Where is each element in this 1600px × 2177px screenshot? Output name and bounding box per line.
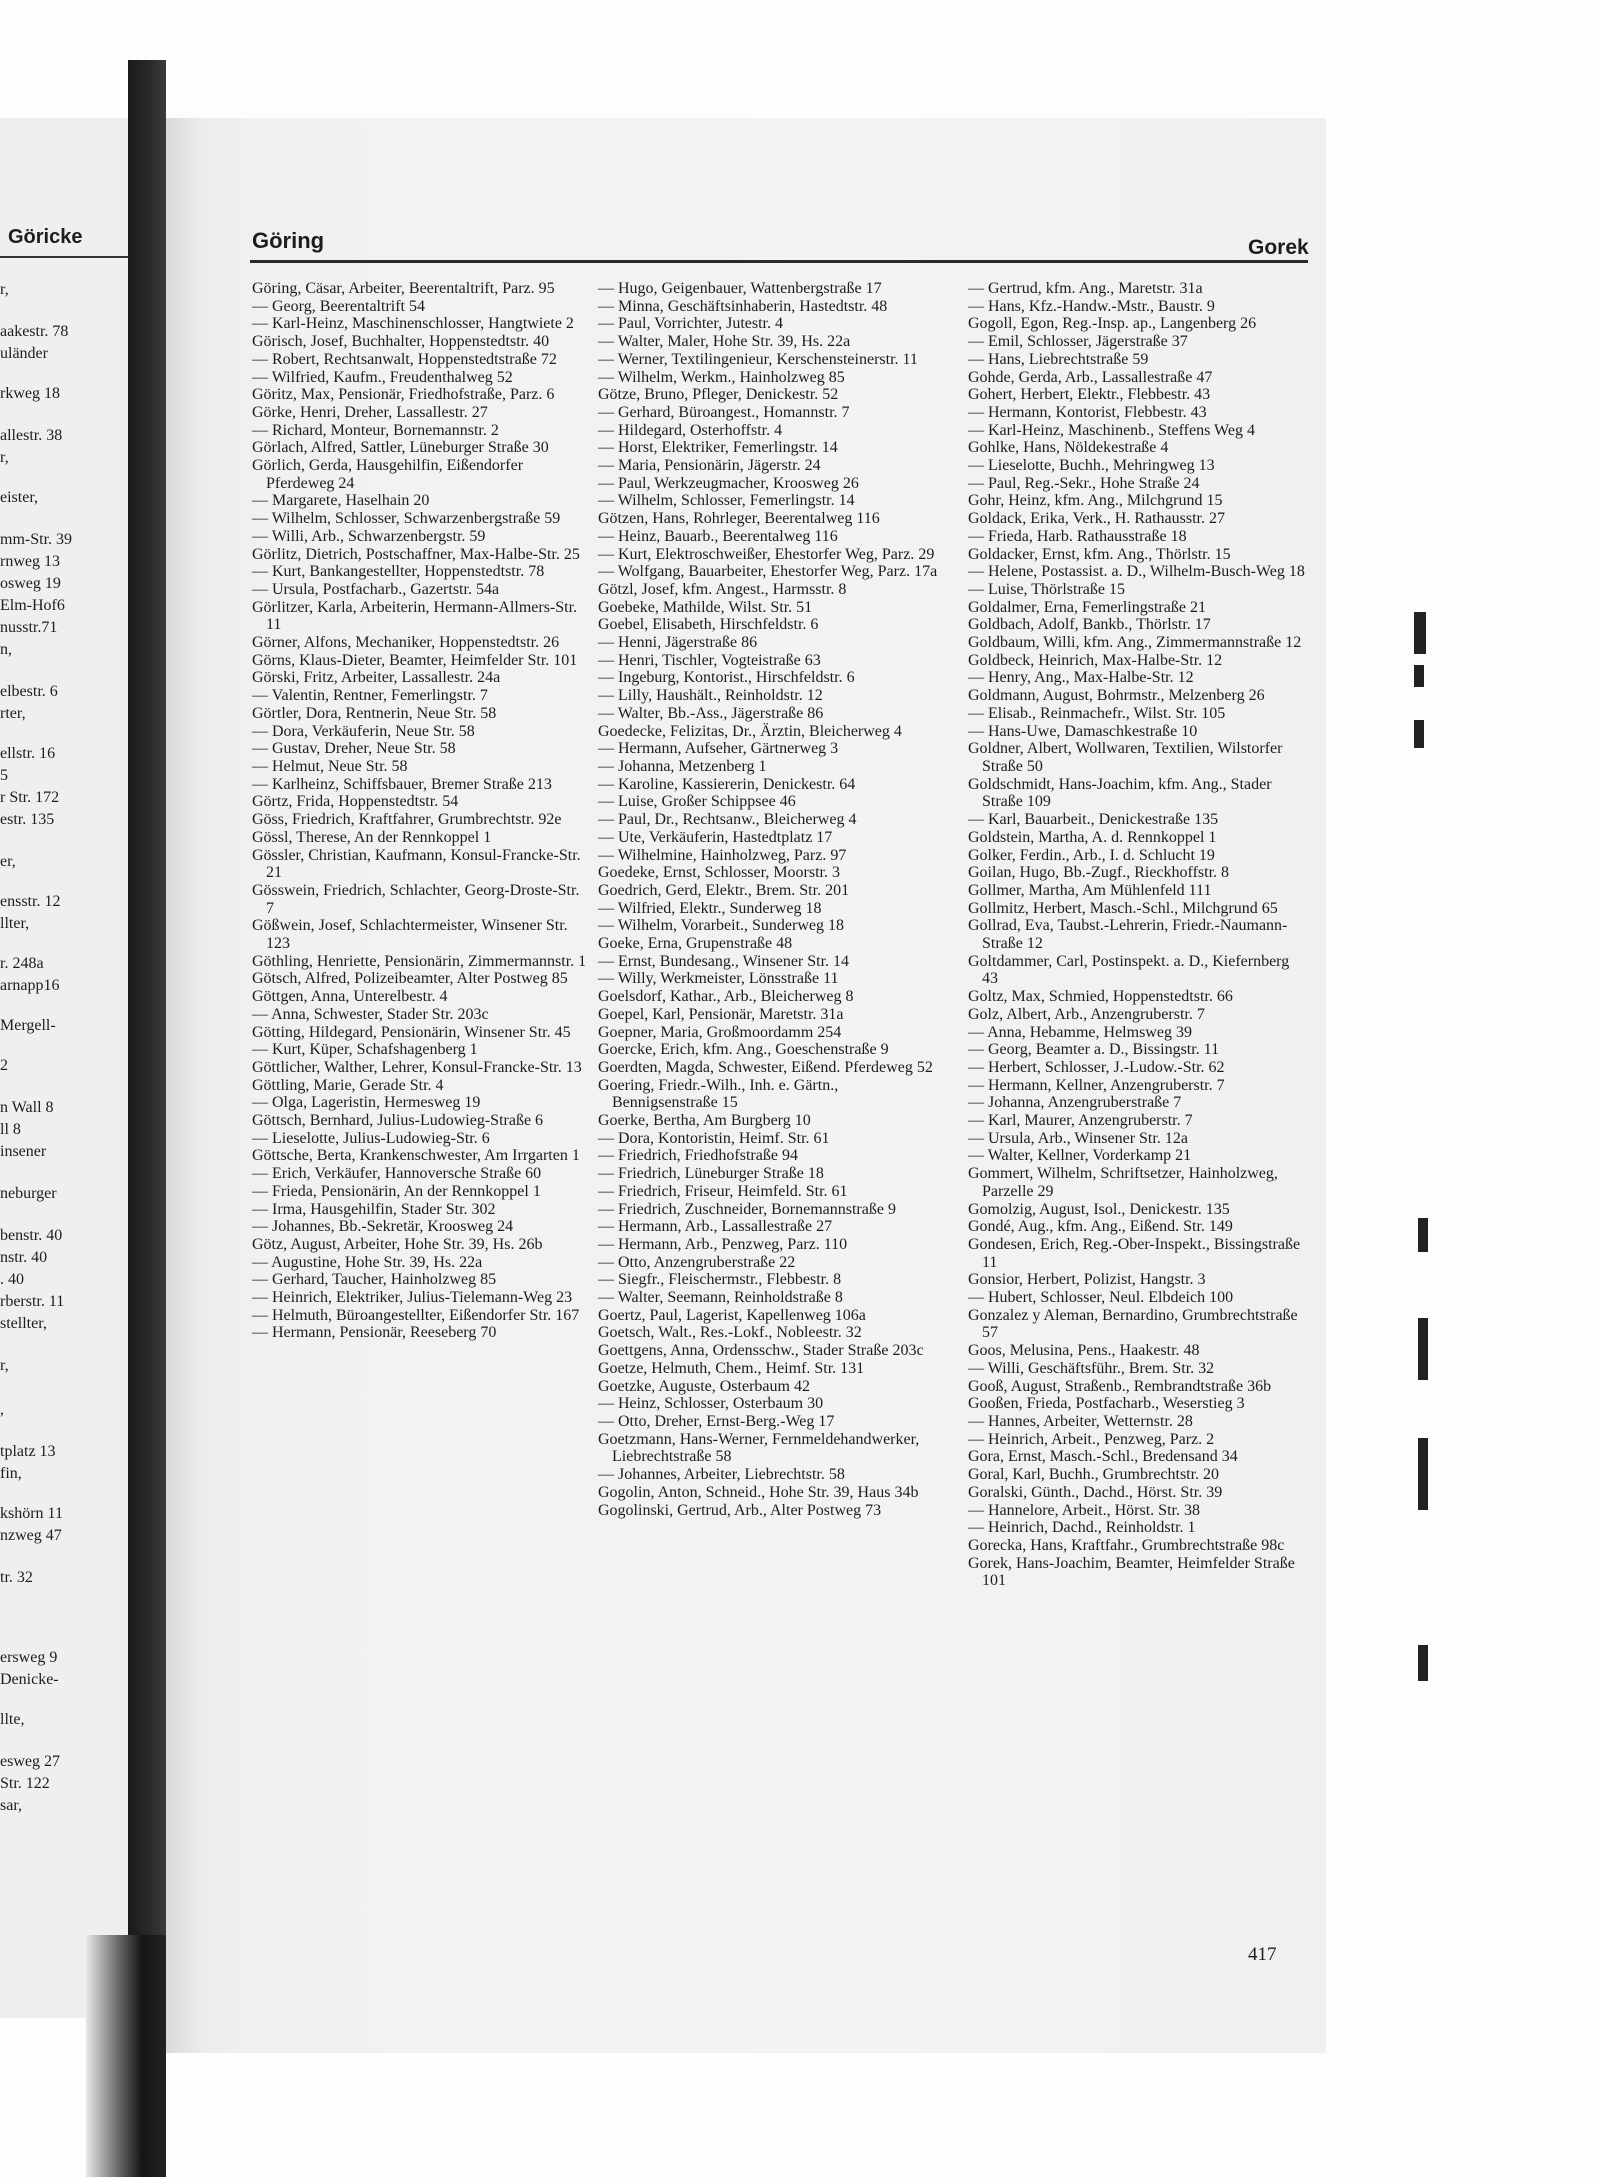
left-page-line: nzweg 47 [0, 1527, 62, 1544]
directory-entry: — Henry, Ang., Max-Halbe-Str. 12 [968, 669, 1194, 687]
directory-entry: Göring, Cäsar, Arbeiter, Beerentaltrift, Parz. 95 [252, 280, 555, 297]
directory-entry: Gollmer, Martha, Am Mühlenfeld 111 [968, 881, 1212, 899]
header-rule [250, 260, 1308, 263]
directory-entry: — Helmuth, Büroangestellter, Eißendorfer Str. 167 [252, 1306, 580, 1324]
directory-entry: Gohde, Gerda, Arb., Lassallestraße 47 [968, 368, 1213, 386]
directory-entry: — Johanna, Anzengruberstraße 7 [968, 1094, 1182, 1112]
directory-entry: — Hermann, Aufseher, Gärtnerweg 3 [598, 740, 839, 758]
directory-entry: — Hugo, Geigenbauer, Wattenbergstraße 17 [598, 280, 882, 297]
book-binding-shadow [86, 1935, 166, 2177]
directory-entry: Gommert, Wilhelm, Schriftsetzer, Hainholzweg, Parzelle 29 [968, 1165, 1278, 1200]
directory-entry: — Walter, Kellner, Vorderkamp 21 [968, 1147, 1192, 1165]
directory-entry: — Emil, Schlosser, Jägerstraße 37 [968, 333, 1188, 351]
directory-entry: — Anna, Schwester, Stader Str. 203c [252, 1005, 489, 1023]
directory-entry: Gollrad, Eva, Taubst.-Lehrerin, Friedr.-Naumann-Straße 12 [968, 917, 1288, 953]
directory-entry: Götz, August, Arbeiter, Hohe Str. 39, Hs. 26b [252, 1235, 543, 1253]
directory-entry: — Friedrich, Zuschneider, Bornemannstraße 9 [598, 1200, 896, 1218]
directory-entry: — Ute, Verkäuferin, Hastedtplatz 17 [598, 828, 833, 846]
directory-entry: — Friedrich, Friseur, Heimfeld. Str. 61 [598, 1182, 848, 1200]
left-page-line: . 40 [0, 1271, 24, 1288]
directory-entry: Görlitzer, Karla, Arbeiterin, Hermann-Allmers-Str. 11 [252, 598, 578, 634]
directory-entry: Gohr, Heinz, kfm. Ang., Milchgrund 15 [968, 492, 1223, 510]
directory-entry: — Ursula, Postfacharb., Gazertstr. 54a [252, 580, 500, 598]
directory-entry: — Siegfr., Fleischermstr., Flebbestr. 8 [598, 1271, 842, 1289]
left-page-line: r, [0, 449, 9, 466]
directory-entry: Göttgen, Anna, Unterelbestr. 4 [252, 988, 448, 1006]
left-page-line: tr. 32 [0, 1569, 33, 1586]
directory-entry: — Luise, Thörlstraße 15 [968, 580, 1126, 598]
directory-entry: — Otto, Anzengruberstraße 22 [598, 1253, 796, 1271]
directory-entry: Görski, Fritz, Arbeiter, Lassallestr. 24a [252, 669, 501, 687]
directory-entry: — Heinrich, Elektriker, Julius-Tielemann-Weg 23 [252, 1289, 573, 1307]
directory-entry: — Heinz, Bauarb., Beerentalweg 116 [598, 527, 838, 545]
directory-entry: Golz, Albert, Arb., Anzengruberstr. 7 [968, 1005, 1205, 1023]
directory-entry: Görlach, Alfred, Sattler, Lüneburger Straße 30 [252, 439, 549, 457]
directory-entry: Gohert, Herbert, Elektr., Flebbestr. 43 [968, 386, 1211, 404]
left-page-line: r, [0, 281, 9, 298]
directory-entry: — Hermann, Arb., Penzweg, Parz. 110 [598, 1235, 848, 1253]
directory-entry: — Anna, Hebamme, Helmsweg 39 [968, 1023, 1192, 1041]
left-page-line: elbestr. 6 [0, 683, 58, 700]
page-header-right: Gorek [1248, 236, 1309, 259]
edge-mark [1418, 1218, 1428, 1252]
left-page-line: neburger [0, 1185, 57, 1202]
left-page-line: ersweg 9 [0, 1649, 58, 1666]
left-page-line: llte, [0, 1711, 25, 1728]
edge-mark [1418, 1438, 1428, 1510]
directory-entry: — Georg, Beamter a. D., Bissingstr. 11 [968, 1041, 1220, 1059]
directory-entry: — Walter, Bb.-Ass., Jägerstraße 86 [598, 704, 824, 722]
directory-entry: — Friedrich, Lüneburger Straße 18 [598, 1165, 824, 1183]
directory-entry: Gorek, Hans-Joachim, Beamter, Heimfelder Straße 101 [968, 1554, 1295, 1590]
directory-entry: Görke, Henri, Dreher, Lassallestr. 27 [252, 403, 488, 421]
directory-entry: — Henri, Tischler, Vogteistraße 63 [598, 651, 821, 669]
directory-entry: — Dora, Verkäuferin, Neue Str. 58 [252, 722, 475, 740]
directory-entry: Goldacker, Ernst, kfm. Ang., Thörlstr. 15 [968, 545, 1231, 563]
directory-entry: Goldalmer, Erna, Femerlingstraße 21 [968, 598, 1206, 616]
directory-entry: — Wilfried, Elektr., Sunderweg 18 [598, 899, 822, 917]
left-page-line: , [0, 1401, 4, 1418]
left-page-line: 5 [0, 767, 8, 784]
left-page-line: ellstr. 16 [0, 745, 56, 762]
directory-entry: Gorecka, Hans, Kraftfahr., Grumbrechtstraße 98c [968, 1536, 1285, 1554]
directory-entry: Goralski, Günth., Dachd., Hörst. Str. 39 [968, 1483, 1223, 1501]
directory-entry: Göss, Friedrich, Kraftfahrer, Grumbrechtstr. 92e [252, 811, 562, 829]
directory-entry: Götzl, Josef, kfm. Angest., Harmsstr. 8 [598, 580, 847, 598]
directory-entry: — Valentin, Rentner, Femerlingstr. 7 [252, 687, 488, 705]
directory-entry: Göritz, Max, Pensionär, Friedhofstraße, Parz. 6 [252, 386, 555, 404]
directory-entry: Goerdten, Magda, Schwester, Eißend. Pferdeweg 52 [598, 1058, 933, 1076]
left-page-line: r. 248a [0, 955, 44, 972]
edge-mark [1414, 720, 1424, 748]
left-page-line: er, [0, 853, 16, 870]
directory-entry: Goldmann, August, Bohrmstr., Melzenberg 26 [968, 687, 1265, 705]
directory-entry: Goelsdorf, Kathar., Arb., Bleicherweg 8 [598, 988, 854, 1006]
directory-entry: Görtz, Frida, Hoppenstedtstr. 54 [252, 793, 459, 811]
left-page-line: n Wall 8 [0, 1099, 54, 1116]
directory-entry: — Kurt, Küper, Schafshagenberg 1 [252, 1041, 478, 1059]
directory-entry: — Willy, Werkmeister, Lönsstraße 11 [598, 970, 839, 988]
directory-entry: Goral, Karl, Buchh., Grumbrechtstr. 20 [968, 1466, 1220, 1484]
left-page-line: rnweg 13 [0, 553, 60, 570]
directory-entry: — Karlheinz, Schiffsbauer, Bremer Straße 213 [252, 775, 552, 793]
directory-entry: Goerke, Bertha, Am Burgberg 10 [598, 1112, 811, 1130]
directory-entry: — Wolfgang, Bauarbeiter, Ehestorfer Weg, Parz. 17a [598, 563, 938, 581]
directory-entry: Görtler, Dora, Rentnerin, Neue Str. 58 [252, 704, 497, 722]
left-page-line: mm-Str. 39 [0, 531, 73, 548]
directory-entry: — Ingeburg, Kontorist., Hirschfeldstr. 6 [598, 669, 855, 687]
directory-entry: Gooßen, Frieda, Postfacharb., Weserstieg 3 [968, 1395, 1245, 1413]
left-page-line: estr. 135 [0, 811, 55, 828]
directory-entry: Goos, Melusina, Pens., Haakestr. 48 [968, 1342, 1200, 1360]
directory-entry: — Wilhelm, Vorarbeit., Sunderweg 18 [598, 917, 844, 935]
directory-entry: Goilan, Hugo, Bb.-Zugf., Rieckhoffstr. 8 [968, 864, 1230, 882]
directory-entry: — Elisab., Reinmachefr., Wilst. Str. 105 [968, 704, 1226, 722]
left-page-header-rule [0, 256, 140, 258]
directory-entry: — Johanna, Metzenberg 1 [598, 757, 767, 775]
directory-entry: Goltz, Max, Schmied, Hoppenstedtstr. 66 [968, 988, 1233, 1006]
directory-entry: Goebeke, Mathilde, Wilst. Str. 51 [598, 598, 813, 616]
directory-entry: — Hildegard, Osterhoffstr. 4 [598, 421, 783, 439]
directory-entry: — Robert, Rechtsanwalt, Hoppenstedtstraße 72 [252, 350, 557, 368]
directory-entry: — Karl-Heinz, Maschinenb., Steffens Weg 4 [968, 421, 1255, 439]
left-page-line: Mergell- [0, 1017, 56, 1034]
directory-entry: — Hans, Liebrechtstraße 59 [968, 350, 1149, 368]
left-page-line: allestr. 38 [0, 427, 63, 444]
directory-entry: — Irma, Hausgehilfin, Stader Str. 302 [252, 1200, 496, 1218]
directory-entry: — Helene, Postassist. a. D., Wilhelm-Busch-Weg 18 [968, 563, 1305, 581]
left-page-line: 2 [0, 1057, 8, 1074]
directory-entry: Goedrich, Gerd, Elektr., Brem. Str. 201 [598, 881, 850, 899]
directory-entry: — Frieda, Pensionärin, An der Rennkoppel 1 [252, 1182, 541, 1200]
directory-entry: Götsch, Alfred, Polizeibeamter, Alter Postweg 85 [252, 970, 568, 988]
left-page-line: insener [0, 1143, 47, 1160]
directory-entry: — Walter, Maler, Hohe Str. 39, Hs. 22a [598, 333, 851, 351]
left-page-line: benstr. 40 [0, 1227, 63, 1244]
directory-entry: Goltdammer, Carl, Postinspekt. a. D., Kiefernberg 43 [968, 952, 1290, 988]
directory-entry: Goldner, Albert, Wollwaren, Textilien, Wilstorfer Straße 50 [968, 740, 1283, 775]
directory-entry: — Heinrich, Dachd., Reinholdstr. 1 [968, 1519, 1196, 1537]
directory-entry: Goepel, Karl, Pensionär, Maretstr. 31a [598, 1005, 844, 1023]
directory-entry: Gößwein, Josef, Schlachtermeister, Winsener Str. 123 [252, 917, 568, 953]
left-page-line: eister, [0, 489, 39, 506]
directory-entry: Golker, Ferdin., Arb., I. d. Schlucht 19 [968, 846, 1215, 864]
directory-entry: Goldbach, Adolf, Bankb., Thörlstr. 17 [968, 616, 1211, 634]
edge-mark [1418, 1318, 1428, 1380]
left-page-line: nusstr.71 [0, 619, 58, 636]
left-page-line: tplatz 13 [0, 1443, 56, 1460]
directory-entry: Gondé, Aug., kfm. Ang., Eißend. Str. 149 [968, 1218, 1233, 1236]
directory-entry: Göttsch, Bernhard, Julius-Ludowieg-Straße 6 [252, 1112, 544, 1130]
directory-entry: — Paul, Vorrichter, Jutestr. 4 [598, 315, 783, 333]
directory-entry: — Lieselotte, Buchh., Mehringweg 13 [968, 457, 1215, 475]
directory-entry: — Wilhelm, Schlosser, Schwarzenbergstraße 59 [252, 510, 561, 528]
left-page-line: uländer [0, 345, 48, 362]
directory-entry: Görner, Alfons, Mechaniker, Hoppenstedtstr. 26 [252, 634, 560, 652]
left-page-line: ensstr. 12 [0, 893, 61, 910]
directory-entry: Götzen, Hans, Rohrleger, Beerentalweg 116 [598, 510, 880, 528]
directory-entry: Goedecke, Felizitas, Dr., Ärztin, Bleicherweg 4 [598, 722, 902, 740]
directory-entry: — Walter, Seemann, Reinholdstraße 8 [598, 1289, 843, 1307]
directory-entry: — Ernst, Bundesang., Winsener Str. 14 [598, 952, 850, 970]
left-page-line: fin, [0, 1465, 22, 1482]
left-page-line: rter, [0, 705, 26, 722]
directory-entry: — Maria, Pensionärin, Jägerstr. 24 [598, 457, 821, 475]
directory-entry: Göttling, Marie, Gerade Str. 4 [252, 1076, 444, 1094]
directory-entry: Göthling, Henriette, Pensionärin, Zimmermannstr. 1 [252, 952, 587, 970]
left-page-line: sar, [0, 1797, 23, 1814]
directory-entry: — Paul, Reg.-Sekr., Hohe Straße 24 [968, 474, 1200, 492]
directory-entry: Gooß, August, Straßenb., Rembrandtstraße 36b [968, 1377, 1272, 1395]
directory-entry: Goldschmidt, Hans-Joachim, kfm. Ang., Stader Straße 109 [968, 775, 1272, 811]
left-page-line: Denicke- [0, 1671, 59, 1688]
directory-entry: Goetsch, Walt., Res.-Lokf., Nobleestr. 32 [598, 1324, 862, 1342]
directory-entry: — Hermann, Kellner, Anzengruberstr. 7 [968, 1076, 1225, 1094]
directory-entry: Gössler, Christian, Kaufmann, Konsul-Francke-Str. 21 [252, 846, 581, 882]
directory-entry: Görlitz, Dietrich, Postschaffner, Max-Halbe-Str. 25 [252, 545, 580, 563]
edge-mark [1418, 1645, 1428, 1681]
page-number: 417 [1248, 1944, 1277, 1965]
directory-entry: — Hubert, Schlosser, Neul. Elbdeich 100 [968, 1289, 1234, 1307]
directory-entry: — Willi, Geschäftsführ., Brem. Str. 32 [968, 1359, 1215, 1377]
left-page-line: Str. 122 [0, 1775, 50, 1792]
directory-entry: — Augustine, Hohe Str. 39, Hs. 22a [252, 1253, 483, 1271]
directory-entry: — Paul, Werkzeugmacher, Kroosweg 26 [598, 474, 859, 492]
directory-entry: — Wilfried, Kaufm., Freudenthalweg 52 [252, 368, 513, 386]
directory-entry: — Johannes, Bb.-Sekretär, Kroosweg 24 [252, 1218, 514, 1236]
directory-entry: — Hannes, Arbeiter, Wetternstr. 28 [968, 1413, 1193, 1430]
left-page-line: kshörn 11 [0, 1505, 63, 1522]
left-page-line: r Str. 172 [0, 789, 60, 806]
directory-entry: — Minna, Geschäftsinhaberin, Hastedtstr. 48 [598, 297, 888, 315]
directory-entry: Goldbaum, Willi, kfm. Ang., Zimmermannstraße 12 [968, 634, 1302, 652]
left-page-line: arnapp16 [0, 977, 60, 994]
directory-entry: Gohlke, Hans, Nöldekestraße 4 [968, 439, 1169, 457]
directory-entry: Gonsior, Herbert, Polizist, Hangstr. 3 [968, 1271, 1206, 1289]
directory-entry: — Margarete, Haselhain 20 [252, 492, 430, 510]
directory-entry: — Lilly, Haushält., Reinholdstr. 12 [598, 687, 823, 705]
directory-entry: Goldstein, Martha, A. d. Rennkoppel 1 [968, 828, 1217, 846]
directory-entry: Görns, Klaus-Dieter, Beamter, Heimfelder Str. 101 [252, 651, 578, 669]
left-page-line: ll 8 [0, 1121, 21, 1138]
directory-entry: Goedeke, Ernst, Schlosser, Moorstr. 3 [598, 864, 840, 882]
left-page-line: rberstr. 11 [0, 1293, 65, 1310]
directory-entry: Götze, Bruno, Pfleger, Denickestr. 52 [598, 386, 839, 404]
left-page-line: nstr. 40 [0, 1249, 48, 1266]
directory-entry: — Heinrich, Arbeit., Penzweg, Parz. 2 [968, 1430, 1215, 1448]
directory-column-1 [252, 280, 588, 1342]
directory-entry: Gondesen, Erich, Reg.-Ober-Inspekt., Bissingstraße 11 [968, 1235, 1301, 1271]
directory-entry: Göttlicher, Walther, Lehrer, Konsul-Francke-Str. 13 [252, 1058, 582, 1076]
directory-entry: Gora, Ernst, Masch.-Schl., Bredensand 34 [968, 1448, 1238, 1466]
directory-entry: Goeke, Erna, Grupenstraße 48 [598, 935, 793, 953]
directory-entry: Goettgens, Anna, Ordensschw., Stader Straße 203c [598, 1342, 924, 1360]
directory-entry: — Friedrich, Friedhofstraße 94 [598, 1147, 798, 1165]
directory-entry: Gogoll, Egon, Reg.-Insp. ap., Langenberg 26 [968, 315, 1257, 333]
directory-entry: — Karl, Maurer, Anzengruberstr. 7 [968, 1112, 1193, 1130]
directory-entry: Gogolinski, Gertrud, Arb., Alter Postweg 73 [598, 1501, 882, 1519]
left-page-line: Elm-Hof6 [0, 597, 65, 614]
directory-entry: — Gustav, Dreher, Neue Str. 58 [252, 740, 456, 758]
edge-mark [1414, 612, 1426, 654]
directory-column-3 [968, 280, 1308, 1590]
book-binding [128, 60, 166, 2177]
directory-entry: — Wilhelmine, Hainholzweg, Parz. 97 [598, 846, 847, 864]
directory-entry: — Hermann, Arb., Lassallestraße 27 [598, 1218, 833, 1236]
directory-entry: Goebel, Elisabeth, Hirschfeldstr. 6 [598, 616, 819, 634]
directory-entry: Görisch, Josef, Buchhalter, Hoppenstedtstr. 40 [252, 333, 550, 351]
directory-entry: Goertz, Paul, Lagerist, Kapellenweg 106a [598, 1306, 866, 1324]
left-page-line: stellter, [0, 1315, 47, 1332]
directory-entry: Görlich, Gerda, Hausgehilfin, Eißendorfer Pferdeweg 24 [252, 457, 524, 492]
directory-entry: Goercke, Erich, kfm. Ang., Goeschenstraße 9 [598, 1041, 889, 1059]
directory-entry: — Ursula, Arb., Winsener Str. 12a [968, 1129, 1188, 1147]
left-page-header: Göricke [8, 226, 83, 248]
directory-entry: — Hans, Kfz.-Handw.-Mstr., Baustr. 9 [968, 297, 1215, 315]
directory-entry: — Werner, Textilingenieur, Kerschensteinerstr. 11 [598, 350, 918, 368]
directory-entry: — Hermann, Pensionär, Reeseberg 70 [252, 1324, 497, 1342]
directory-entry: — Gerhard, Taucher, Hainholzweg 85 [252, 1271, 497, 1289]
left-page-line: osweg 19 [0, 575, 61, 592]
directory-entry: — Frieda, Harb. Rathausstraße 18 [968, 527, 1187, 545]
directory-entry: — Karoline, Kassiererin, Denickestr. 64 [598, 775, 856, 793]
directory-entry: Gogolin, Anton, Schneid., Hohe Str. 39, Haus 34b [598, 1483, 919, 1501]
directory-column-2 [598, 280, 942, 1519]
directory-entry: — Herbert, Schlosser, J.-Ludow.-Str. 62 [968, 1058, 1225, 1076]
directory-entry: Gonzalez y Aleman, Bernardino, Grumbrechtstraße 57 [968, 1306, 1298, 1342]
directory-entry: — Hannelore, Arbeit., Hörst. Str. 38 [968, 1501, 1200, 1519]
left-page-line: n, [0, 641, 12, 658]
directory-entry: — Georg, Beerentaltrift 54 [252, 297, 425, 315]
directory-entry: Göttsche, Berta, Krankenschwester, Am Irrgarten 1 [252, 1147, 580, 1165]
directory-entry: — Paul, Dr., Rechtsanw., Bleicherweg 4 [598, 811, 857, 829]
directory-entry: Goepner, Maria, Großmoordamm 254 [598, 1023, 842, 1041]
directory-entry: Gösswein, Friedrich, Schlachter, Georg-Droste-Str. 7 [252, 881, 580, 917]
directory-entry: — Richard, Monteur, Bornemannstr. 2 [252, 421, 499, 439]
left-page-line: aakestr. 78 [0, 323, 69, 340]
left-page-line: rkweg 18 [0, 385, 60, 402]
directory-entry: — Helmut, Neue Str. 58 [252, 757, 408, 775]
directory-entry: Goldbeck, Heinrich, Max-Halbe-Str. 12 [968, 651, 1223, 669]
directory-entry: — Heinz, Schlosser, Osterbaum 30 [598, 1395, 824, 1413]
left-page-fragment [0, 118, 140, 2018]
directory-entry: Goldack, Erika, Verk., H. Rathausstr. 27 [968, 510, 1225, 528]
directory-entry: Goering, Friedr.-Wilh., Inh. e. Gärtn., Bennigsenstraße 15 [598, 1076, 839, 1112]
directory-entry: — Henni, Jägerstraße 86 [598, 634, 758, 652]
directory-entry: Goetzke, Auguste, Osterbaum 42 [598, 1377, 810, 1395]
directory-entry: — Wilhelm, Schlosser, Femerlingstr. 14 [598, 492, 855, 510]
directory-entry: — Gerhard, Büroangest., Homannstr. 7 [598, 403, 850, 421]
page-header-left: Göring [252, 228, 325, 253]
directory-entry: — Kurt, Elektroschweißer, Ehestorfer Weg, Parz. 29 [598, 545, 935, 563]
directory-entry: Gössl, Therese, An der Rennkoppel 1 [252, 828, 492, 846]
directory-entry: — Lieselotte, Julius-Ludowieg-Str. 6 [252, 1129, 490, 1147]
directory-entry: — Hans-Uwe, Damaschkestraße 10 [968, 722, 1198, 740]
directory-entry: — Karl, Bauarbeit., Denickestraße 135 [968, 811, 1219, 829]
directory-entry: — Horst, Elektriker, Femerlingstr. 14 [598, 439, 838, 457]
directory-entry: Goetze, Helmuth, Chem., Heimf. Str. 131 [598, 1359, 865, 1377]
directory-entry: Götting, Hildegard, Pensionärin, Winsener Str. 45 [252, 1023, 571, 1041]
directory-entry: — Olga, Lageristin, Hermesweg 19 [252, 1094, 481, 1112]
left-page-line: r, [0, 1357, 9, 1374]
directory-entry: — Karl-Heinz, Maschinenschlosser, Hangtwiete 2 [252, 315, 574, 333]
directory-entry: Gomolzig, August, Isol., Denickestr. 135 [968, 1200, 1230, 1218]
directory-entry: Gollmitz, Herbert, Masch.-Schl., Milchgrund 65 [968, 899, 1278, 917]
directory-entry: — Kurt, Bankangestellter, Hoppenstedtstr. 78 [252, 563, 545, 581]
directory-entry: — Erich, Verkäufer, Hannoversche Straße 60 [252, 1165, 542, 1183]
edge-mark [1414, 665, 1424, 687]
left-page-line: esweg 27 [0, 1753, 60, 1770]
directory-entry: — Otto, Dreher, Ernst-Berg.-Weg 17 [598, 1413, 835, 1430]
directory-entry: — Gertrud, kfm. Ang., Maretstr. 31a [968, 280, 1203, 297]
directory-entry: — Luise, Großer Schippsee 46 [598, 793, 796, 811]
directory-entry: — Willi, Arb., Schwarzenbergstr. 59 [252, 527, 486, 545]
directory-entry: Goetzmann, Hans-Werner, Fernmeldehandwerker, Liebrechtstraße 58 [598, 1430, 920, 1466]
directory-entry: — Dora, Kontoristin, Heimf. Str. 61 [598, 1129, 830, 1147]
directory-entry: — Johannes, Arbeiter, Liebrechtstr. 58 [598, 1466, 845, 1484]
directory-entry: — Wilhelm, Werkm., Hainholzweg 85 [598, 368, 845, 386]
directory-entry: — Hermann, Kontorist, Flebbestr. 43 [968, 403, 1207, 421]
left-page-line: llter, [0, 915, 30, 932]
